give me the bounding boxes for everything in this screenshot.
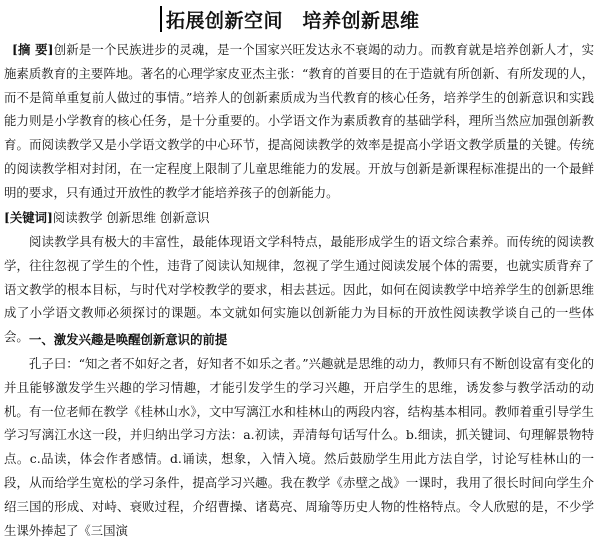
section-heading: 一、激发兴趣是唤醒创新意识的前提 — [29, 332, 228, 347]
keywords-line — [4, 206, 594, 230]
text-cursor — [160, 6, 162, 32]
keywords-label: [关键词] — [4, 210, 53, 225]
abstract-paragraph — [4, 38, 594, 205]
body-paragraph-2: 孔子曰：“知之者不如好之者，好知者不如乐之者。”兴趣就是思维的动力，教师只有不断创设富有变化的并且能够激发学生兴趣的学习情趣，才能引发学生的学习兴趣，开启学生的思维，诱发参与教学活动的动机。有一位老师在教学《桂林山水》，文中写漓江水和桂林山的两段内容，结构基本相同。教师着重引导学生学习写漓江水这一段，并归纳出学习方法：a.初读，弄清每句话写什么。b.细读，抓关键词、句理解景物特点。c.品读，体会作者感情。d.诵读，想象，入情入境。然后鼓励学生用此方法自学，讨论写桂林山的一段，从而给学生宽松的学习条件，提高学习兴趣。我在教学《赤壁之战》一课时，我用了很长时间向学生介绍三国的形成、对峙、衰败过程，介绍曹操、诸葛亮、周瑜等历史人物的性格特点。令人欣慰的是，不少学生课外捧起了《三国演 — [4, 356, 594, 538]
abstract-label: [摘 要] — [12, 42, 54, 57]
keywords-text: 阅读教学 创新思维 创新意识 — [52, 210, 210, 225]
body-paragraph-1: 阅读教学具有极大的丰富性，最能体现语文学科特点，最能形成学生的语文综合素养。而传统的阅读教学，往往忽视了学生的个性，违背了阅读认知规律，忽视了学生通过阅读发展个体的需要，也就实质背弃了语文教学的根本目标，与时代对学校教学的要求，相去甚远。因此，如何在阅读教学中培养学生的创新思维成了小学语文教师必须探讨的课题。本文就如何实施以创新能力为目标的开放性阅读教学谈自己的一些体会。 — [4, 234, 594, 345]
document-title: 拓展创新空间 培养创新思维 — [166, 10, 420, 32]
abstract-text: 创新是一个民族进步的灵魂，是一个国家兴旺发达永不衰竭的动力。而教育就是培养创新人才，实施素质教育的主要阵地。著名的心理学家皮亚杰主张：“教育的首要目的在于造就有所创新、有所发现的人，而不是简单重复前人做过的事情。”培养人的创新素质成为当代教育的核心任务，培养学生的创新意识和实践能力则是小学教育的核心任务，是十分重要的。小学语文作为素质教育的基础学科，理所当然应加强创新教育。而阅读教学又是小学语文教学的中心环节，提高阅读教学的效率是提高小学语文教学质量的关键。传统的阅读教学相对封闭，在一定程度上限制了儿童思维能力的发展。开放与创新是新课程标准提出的一个最鲜明的要求，只有通过开放性的教学才能培养孩子的创新能力。 — [4, 42, 595, 200]
